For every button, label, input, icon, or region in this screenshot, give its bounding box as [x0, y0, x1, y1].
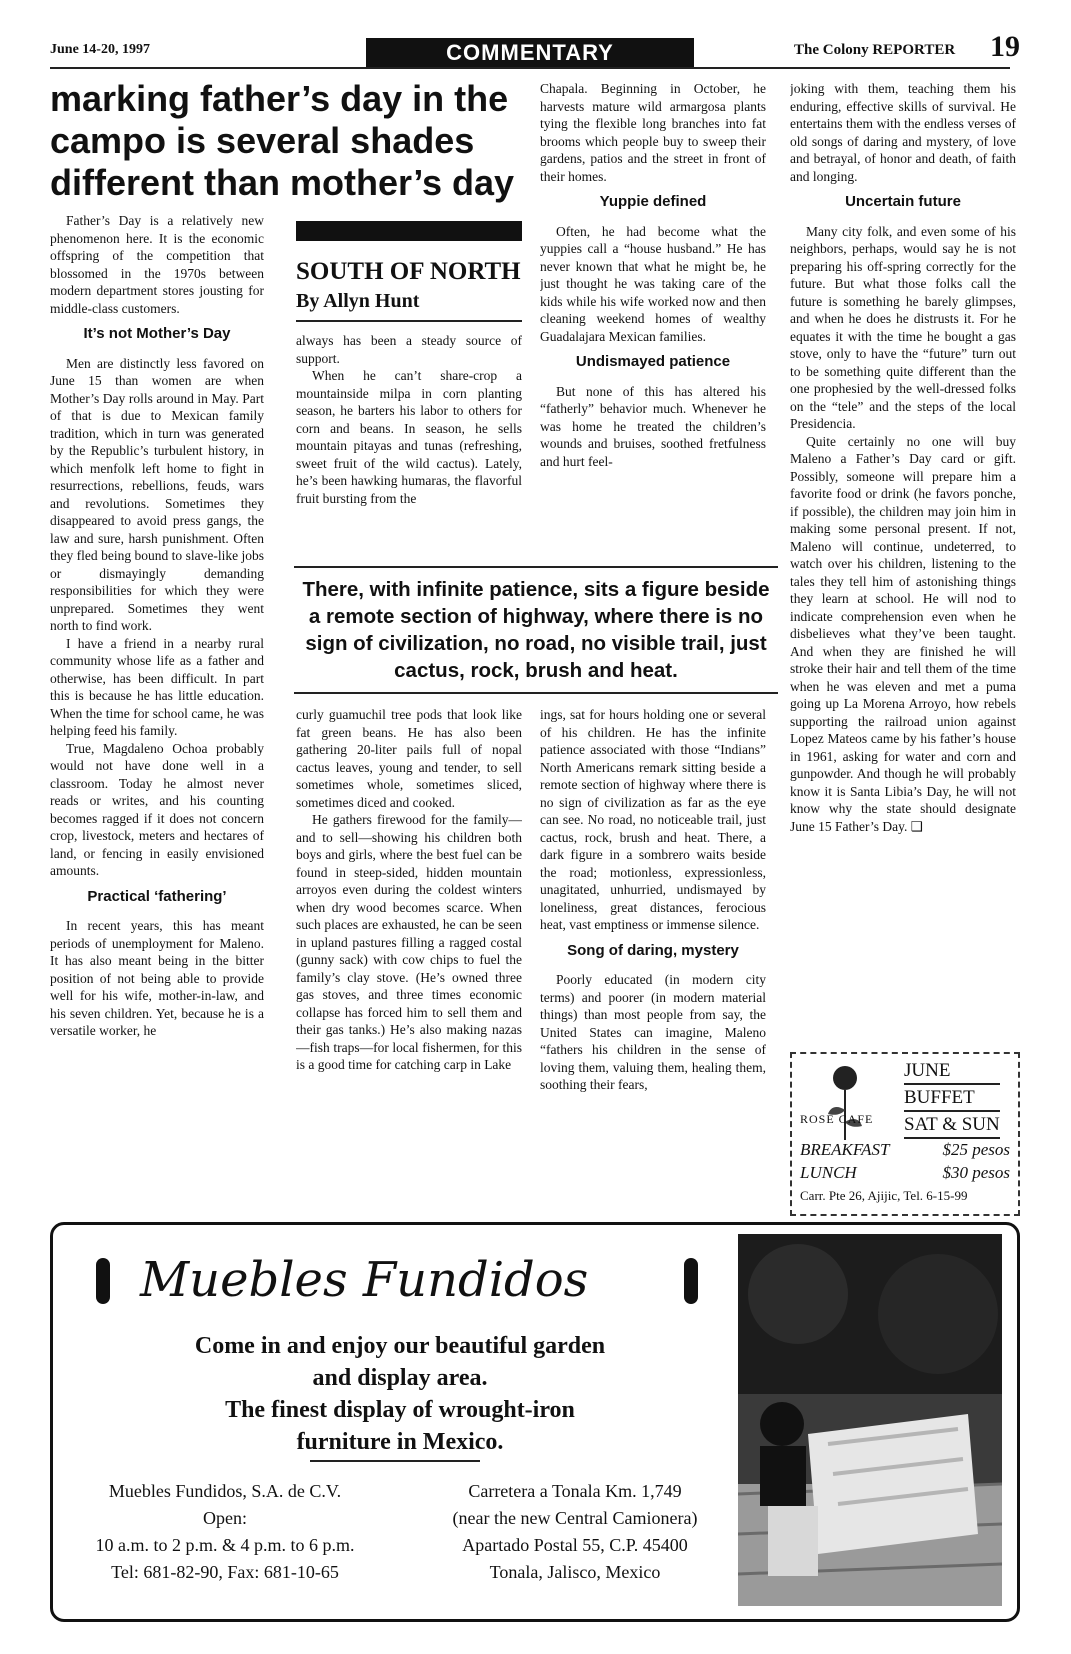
garden-photo [738, 1234, 1002, 1606]
address-line: Apartado Postal 55, C.P. 45400 [462, 1535, 688, 1555]
paragraph: Chapala. Beginning in October, he harvests mature wild armargosa plants tying the flexible long branches into fat brooms which people buy to sweep their gardens, patios and the street in front of their homes. [540, 81, 766, 184]
hours: 10 a.m. to 2 p.m. & 4 p.m. to 6 p.m. [95, 1535, 355, 1555]
address-line: Tonala, Jalisco, Mexico [489, 1562, 661, 1582]
pullquote-rule-top [294, 566, 778, 568]
ad-divider [310, 1460, 480, 1462]
paragraph: When he can’t share-crop a mountainside milpa in corn planting season, he barters his labor to others for corn and beans. In season, he sells mountain pitayas and tunas (refreshing, sweet fruit of the wild cactus). Lately, he’s been hawking humaras, the flavorful fruit bursting from the [296, 368, 522, 506]
paragraph: True, Magdaleno Ochoa probably would not have done well in a classroom. Today he almost never reads or writes, and his counting becomes ragged if it does not concern crop, livestock, meters and hectares of land, or fencing in easily envisioned amounts. [50, 740, 264, 878]
cafe-price-lunch [800, 1163, 1010, 1183]
ad-line: furniture in Mexico. [296, 1429, 504, 1455]
headline: marking father’s day in the campo is several shades different than mother’s day [50, 78, 515, 203]
promo-line: BUFFET [904, 1085, 1000, 1112]
paragraph: joking with them, teaching them his enduring, effective skills of survival. He entertains them with the endless verses of old songs of daring and mystery, of love and betrayal, of honor and death, of faith and longing. [790, 81, 1016, 184]
article-column-2-bottom [296, 706, 522, 1206]
ad-line: and display area. [312, 1365, 488, 1391]
subhead: It’s not Mother’s Day [83, 325, 231, 342]
page-number: 19 [990, 30, 1020, 63]
paragraph: I have a friend in a nearby rural community whose life as a father and otherwise, has been difficult. In part this is because he has little education. When the time for school came, he was helping feed his family. [50, 635, 264, 738]
ad-contact-right [410, 1478, 740, 1586]
byline-rule [296, 320, 522, 322]
issue-date: June 14-20, 1997 [50, 42, 150, 57]
section-banner: COMMENTARY [366, 38, 694, 68]
cafe-logo-text: ROSE CAFE [800, 1112, 874, 1126]
address-line: (near the new Central Camionera) [452, 1508, 698, 1528]
paragraph: ings, sat for hours holding one or several of his children. He has the infinite patience associated with those “Indians” North Americans remark sitting beside a remote section of highway where there is no sign of civilization as far as the eye can see. No road, no noticeable trail, just cactus, rock, brush and heat. There, a dark figure in a sombrero waits beside the road; motionless, expressionless, unagitated, unhurried, undismayed by loneliness, great distances, ferocious heat, vast emptiness or immense silence. [540, 707, 766, 932]
paragraph: He gathers firewood for the family—and to sell—showing his children both boys and girls, where the best fuel can be found in steep-sided, hidden mountain arroyos even during the coldest winters when dry wood becomes scarce. When such places are exhausted, he can be seen in upland pastures filling a ragged costal (gunny sack) with cow chips to fuel the family’s clay stove. (He’s owned three gas stoves, and three times economic collapse has forced him to sell them and their gas tanks.) He’s also making nazas—fish traps—for local fishermen, for this is a good time for catching carp in Lake [296, 812, 522, 1072]
open-label: Open: [203, 1508, 247, 1528]
company-name: Muebles Fundidos, S.A. de C.V. [108, 1481, 342, 1501]
price-label: BREAKFAST [800, 1140, 890, 1159]
ad-ornament-left [96, 1258, 110, 1304]
paragraph: curly guamuchil tree pods that look like fat green beans. He has also been gathering 20-liter pails full of nopal cactus leaves, young and tender, to sell sometimes whole, sometimes sliced, sometimes diced and cooked. [296, 707, 522, 810]
promo-line: JUNE [904, 1058, 1000, 1085]
rose-icon [798, 1060, 892, 1146]
article-column-3-bottom [540, 706, 766, 1206]
phones: Tel: 681-82-90, Fax: 681-10-65 [111, 1562, 339, 1582]
price-value: $30 pesos [942, 1163, 1010, 1182]
byline: By Allyn Hunt [296, 290, 420, 312]
ad-line: Come in and enjoy our beautiful garden [194, 1333, 606, 1359]
cafe-promo [904, 1058, 1000, 1139]
column-title: SOUTH OF NORTH [296, 258, 521, 285]
cafe-address: Carr. Pte 26, Ajijic, Tel. 6-15-99 [800, 1188, 968, 1203]
price-value: $25 pesos [942, 1140, 1010, 1159]
paragraph: Poorly educated (in modern city terms) and poorer (in modern material things) than most people from say, the United States can imagine, Maleno “fathers his children in the sense of loving them, valuing them, healing them, soothing their fears, [540, 972, 766, 1092]
address-line: Carretera a Tonala Km. 1,749 [468, 1481, 682, 1501]
subhead: Practical ‘fathering’ [87, 887, 227, 905]
paper-name: The Colony REPORTER [794, 42, 956, 58]
ad-ornament-right [684, 1258, 698, 1304]
cafe-price-breakfast [800, 1140, 1010, 1160]
column-header-bar [296, 221, 522, 241]
ad-line: The finest display of wrought-iron [225, 1397, 575, 1423]
article-column-3-top [540, 80, 766, 558]
paragraph: Quite certainly no one will buy Maleno a Father’s Day card or gift. Possibly, someone will prepare him a favorite food or drink (he favors ponche, if possible), the children may join him in making some personal present. If not, Maleno will continue, undeterred, to watch over his children, listening to the tales they tell him of astonishing things they learn at school. He will nod to indicate comprehension even when he disbelieves what they’ve been taught. And when they are finished he will stroke their hair and tell them of the time when he was eleven and met a puma going up La Morena Arroyo, how rebels supporting the railroad union against Lopez Mateos came by his father’s house in 1961, asking for water and corn and gunpowder. And though he will probably know it is Santa Libia’s Day, he will not know why the state should designate June 15 Father’s Day. ❑ [790, 433, 1016, 834]
paragraph: But none of this has altered his “fatherly” behavior much. Whenever he was home he treated the children’s wounds and bruises, soothed fretfulness and hurt feel- [540, 383, 766, 469]
paragraph: always has been a steady source of support. [296, 333, 522, 366]
paragraph: Many city folk, and even some of his neighbors, perhaps, would say he is not preparing his off-spring correctly for the future. But what those folks call the future is something he barely glimpses, and when he does he distrusts it. For he equates it with the time he bought a gas stove, only to have the “future” turn out to be something quite different than the one prophesied by the well-dressed folks on the “tele” and the steps of the local Presidencia. [790, 223, 1016, 431]
ad-contact-left [60, 1478, 390, 1586]
article-column-1 [50, 212, 264, 1162]
subhead: Undismayed patience [575, 353, 731, 370]
subhead: Song of daring, mystery [567, 941, 739, 959]
ad-title: Muebles Fundidos [140, 1252, 589, 1308]
ad-main-text [70, 1330, 730, 1458]
masthead-rule [50, 67, 1010, 69]
subhead: Yuppie defined [599, 193, 707, 210]
article-column-4 [790, 80, 1016, 1048]
paragraph: In recent years, this has meant periods of unemployment for Maleno. It has also meant being in the bitter position of not being able to provide well for his wife, mother-in-law, and his seven children. Yet, because he is a versatile worker, he [50, 918, 264, 1038]
subhead: Uncertain future [845, 193, 961, 210]
pullquote-rule-bottom [294, 692, 778, 694]
intro-paragraph: Father’s Day is a relatively new phenomenon here. It is the economic offspring of the competition that blossomed in the 1970s between modern department stores jousting for middle-class customers. [50, 213, 264, 316]
price-label: LUNCH [800, 1163, 857, 1182]
paragraph: Men are distinctly less favored on June 15 than women are when Mother’s Day rolls around in May. Part of that is due to Mexican family tradition, which in turn was generated by the Republic’s turbulent history, in which menfolk left home to fight in resurrections, rebellions, feuds, wars and revolutions. Sometimes they disappeared to avoid press gangs, the law and sure, harsh punishment. Often they fled being bound to slave-like jobs or dismayingly demanding responsibilities for which they were unprepared. Sometimes they went north to find work. [50, 355, 264, 633]
pullquote: There, with infinite patience, sits a figure beside a remote section of highway, where there is no sign of civilization, no road, no visible trail, just cactus, rock, brush and heat. [302, 578, 770, 682]
article-column-2-top [296, 332, 522, 558]
paragraph: Often, he had become what the yuppies call a “house husband.” He has never known that what he might be, he just thought he was taking care of the kids while his wife worked now and then cleaning weekend homes of wealthy Guadalajara Mexican families. [540, 223, 766, 344]
promo-line: SAT & SUN [904, 1112, 1000, 1139]
